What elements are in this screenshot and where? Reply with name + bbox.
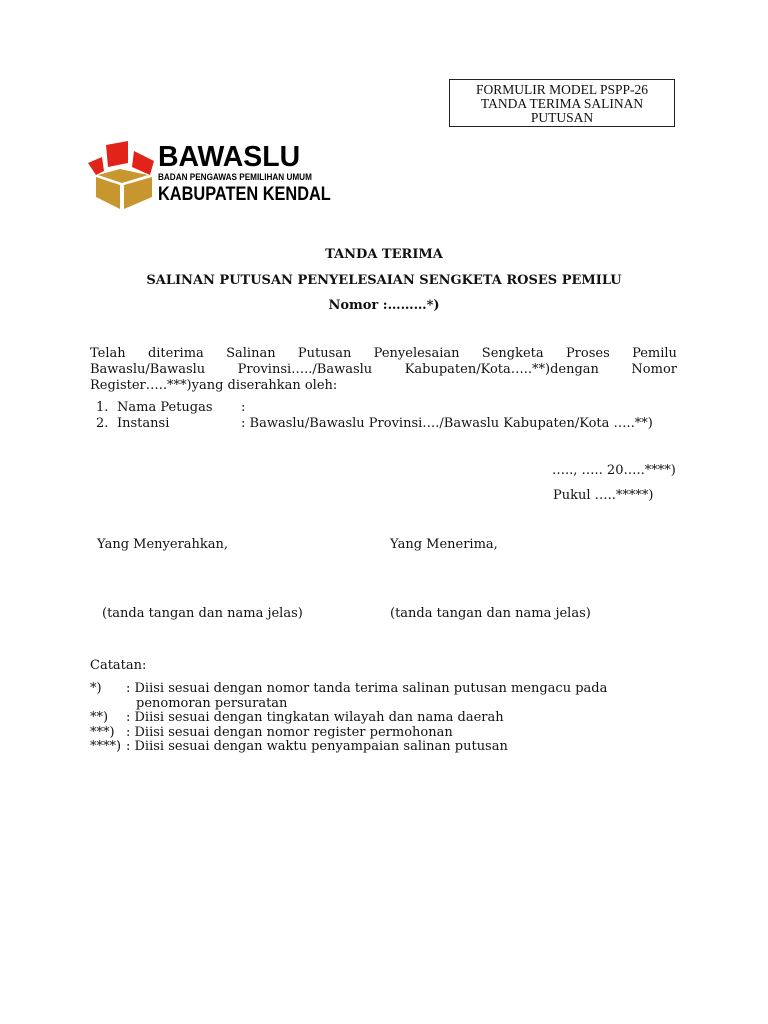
submitter-signature-title: Yang Menyerahkan,: [97, 537, 229, 552]
receiver-signature-name: (tanda tangan dan nama jelas): [390, 606, 591, 621]
word: diterima: [147, 346, 204, 361]
word: Sengketa: [481, 346, 544, 361]
form-model-line3: PUTUSAN: [530, 110, 594, 125]
logo-region: KABUPATEN KENDAL: [158, 184, 331, 205]
time-line: Pukul …..*****): [553, 488, 654, 503]
receipt-paragraph: [90, 346, 677, 394]
word: Bawaslu/Bawaslu: [90, 362, 206, 377]
word: Provinsi…../Bawaslu: [237, 362, 373, 377]
submitter-signature-name: (tanda tangan dan nama jelas): [102, 606, 303, 621]
word: Proses: [565, 346, 610, 361]
note-mark: ****): [90, 739, 122, 754]
receiver-signature-title: Yang Menerima,: [390, 537, 498, 552]
word: Kabupaten/Kota…..**)dengan: [404, 362, 599, 377]
word: Penyelesaian: [373, 346, 460, 361]
form-model-box: [449, 79, 675, 127]
logo-name: BAWASLU: [158, 141, 301, 173]
list-number: 2.: [96, 416, 109, 431]
word: Pemilu: [632, 346, 677, 361]
form-model-line1: FORMULIR MODEL PSPP-26: [475, 82, 649, 97]
note-mark: ***): [90, 724, 115, 740]
word: Salinan: [226, 346, 276, 361]
note-item: [90, 726, 690, 741]
word: Putusan: [297, 346, 352, 361]
document-title: TANDA TERIMA: [325, 247, 443, 262]
paragraph-line-1: [90, 346, 677, 362]
word: Nomor: [631, 362, 677, 377]
list-label: Instansi: [117, 416, 170, 431]
bawaslu-emblem-icon: [88, 141, 154, 209]
paragraph-line-2: [90, 362, 677, 378]
note-item: [90, 682, 690, 711]
word: Telah: [90, 346, 126, 361]
document-number: Nomor :………*): [328, 298, 440, 313]
note-mark: *): [90, 681, 102, 696]
notes-title: Catatan:: [90, 658, 147, 673]
notes-list: [90, 682, 690, 755]
note-item: [90, 740, 690, 755]
bawaslu-logo: [88, 141, 331, 211]
logo-text: [158, 143, 359, 205]
logo-subtitle: BADAN PENGAWAS PEMILIHAN UMUM: [158, 172, 312, 183]
note-item: [90, 711, 690, 726]
paragraph-line-3: Register…..***)yang diserahkan oleh:: [90, 378, 338, 393]
note-text: : Diisi sesuai dengan nomor register permohonan: [126, 724, 453, 740]
note-text: : Diisi sesuai dengan nomor tanda terima salinan putusan mengacu pada penomoran persuratan: [126, 681, 608, 711]
list-value: :: [241, 400, 246, 415]
note-mark: **): [90, 710, 109, 725]
list-value: : Bawaslu/Bawaslu Provinsi…./Bawaslu Kabupaten/Kota …..**): [241, 416, 653, 431]
date-line: ….., ….. 20…..****): [552, 463, 676, 478]
document-subtitle: SALINAN PUTUSAN PENYELESAIAN SENGKETA ROSES PEMILU: [146, 273, 622, 288]
note-text: : Diisi sesuai dengan tingkatan wilayah dan nama daerah: [126, 710, 504, 725]
note-text: : Diisi sesuai dengan waktu penyampaian salinan putusan: [126, 739, 508, 754]
list-number: 1.: [96, 400, 109, 415]
list-label: Nama Petugas: [117, 400, 213, 415]
form-model-line2: TANDA TERIMA SALINAN: [480, 96, 644, 111]
